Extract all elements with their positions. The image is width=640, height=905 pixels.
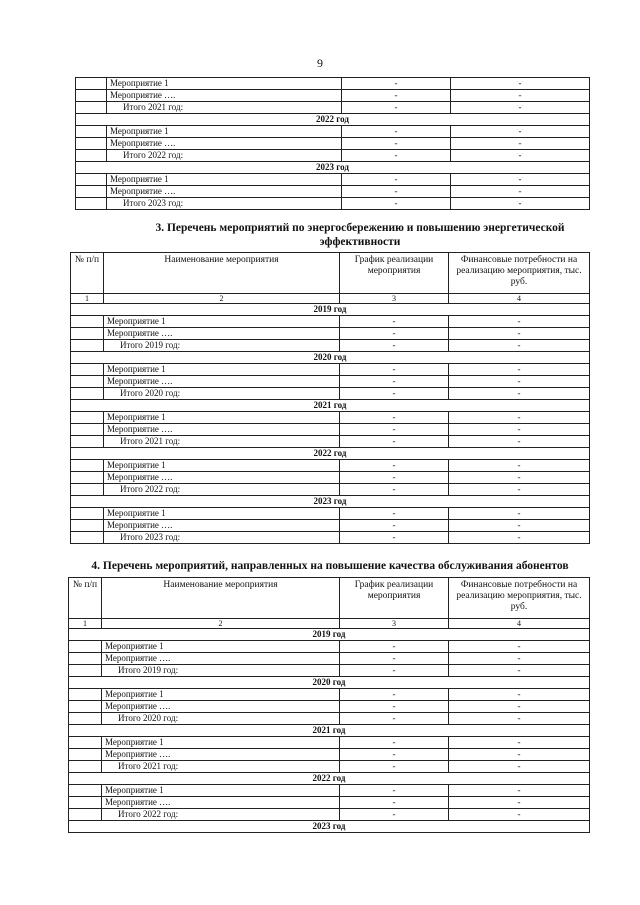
- table-row: [71, 520, 590, 532]
- finance-value: -: [449, 364, 590, 376]
- table-row: [69, 797, 590, 809]
- row-number: [69, 641, 102, 653]
- column-number: 1: [71, 294, 104, 304]
- column-number-row: [71, 294, 590, 304]
- row-number: [76, 150, 107, 162]
- finance-value: -: [449, 328, 590, 340]
- row-number: [69, 797, 102, 809]
- finance-value: -: [449, 484, 590, 496]
- row-number: [69, 809, 102, 821]
- total-row: [71, 484, 590, 496]
- total-label: Итого 2023 год:: [107, 198, 342, 210]
- year-row: [76, 114, 590, 126]
- total-label: Итого 2021 год:: [102, 761, 340, 773]
- table-row: [71, 364, 590, 376]
- table-continued: [75, 77, 590, 210]
- schedule-value: -: [342, 198, 451, 210]
- schedule-value: -: [342, 138, 451, 150]
- finance-value: -: [449, 701, 590, 713]
- section-4-title: 4. Перечень мероприятий, направленных на повышение качества обслуживания абонентов: [91, 560, 569, 572]
- schedule-value: -: [340, 701, 449, 713]
- finance-value: -: [449, 653, 590, 665]
- year-row: [69, 629, 590, 641]
- year-label: 2023 год: [69, 821, 590, 833]
- row-number: [71, 340, 104, 352]
- page-number: 9: [317, 56, 323, 70]
- year-label: 2023 год: [71, 496, 590, 508]
- year-label: 2021 год: [69, 725, 590, 737]
- year-label: 2023 год: [76, 162, 590, 174]
- total-row: [71, 388, 590, 400]
- row-number: [71, 388, 104, 400]
- column-number: 2: [102, 619, 340, 629]
- year-row: [71, 496, 590, 508]
- schedule-value: -: [340, 653, 449, 665]
- finance-value: -: [449, 508, 590, 520]
- measure-name: Мероприятие ….: [102, 653, 340, 665]
- measure-name: Мероприятие ….: [107, 186, 342, 198]
- table-service-quality-body: [69, 629, 590, 833]
- table-row: [71, 376, 590, 388]
- total-row: [71, 340, 590, 352]
- measure-name: Мероприятие ….: [104, 376, 340, 388]
- total-row: [71, 532, 590, 544]
- row-number: [71, 376, 104, 388]
- year-label: 2020 год: [69, 677, 590, 689]
- year-row: [71, 400, 590, 412]
- total-label: Итого 2022 год:: [102, 809, 340, 821]
- row-number: [76, 138, 107, 150]
- finance-value: -: [451, 78, 590, 90]
- row-number: [71, 316, 104, 328]
- year-label: 2022 год: [76, 114, 590, 126]
- schedule-value: -: [340, 436, 449, 448]
- year-row: [69, 725, 590, 737]
- year-label: 2019 год: [69, 629, 590, 641]
- measure-name: Мероприятие ….: [104, 472, 340, 484]
- table-row: [71, 328, 590, 340]
- measure-name: Мероприятие 1: [107, 126, 342, 138]
- total-row: [76, 198, 590, 210]
- finance-value: -: [451, 90, 590, 102]
- finance-value: -: [451, 174, 590, 186]
- table-energy-saving-body: [71, 304, 590, 544]
- table-row: [69, 785, 590, 797]
- measure-name: Мероприятие ….: [102, 797, 340, 809]
- measure-name: Мероприятие ….: [104, 424, 340, 436]
- total-row: [76, 102, 590, 114]
- row-number: [71, 484, 104, 496]
- schedule-value: -: [340, 328, 449, 340]
- column-number-row: [69, 619, 590, 629]
- row-number: [69, 689, 102, 701]
- measure-name: Мероприятие 1: [104, 508, 340, 520]
- total-label: Итого 2019 год:: [104, 340, 340, 352]
- table-continued-body: [76, 78, 590, 210]
- measure-name: Мероприятие 1: [107, 78, 342, 90]
- year-row: [71, 352, 590, 364]
- schedule-value: -: [340, 689, 449, 701]
- finance-value: -: [449, 472, 590, 484]
- schedule-value: -: [340, 460, 449, 472]
- header-number: № п/п: [71, 253, 104, 294]
- row-number: [69, 701, 102, 713]
- table-row: [71, 472, 590, 484]
- finance-value: -: [449, 797, 590, 809]
- schedule-value: -: [342, 90, 451, 102]
- year-label: 2019 год: [71, 304, 590, 316]
- header-schedule: График реализации мероприятия: [340, 253, 449, 294]
- finance-value: -: [449, 785, 590, 797]
- section-3-title: 3. Перечень мероприятий по энергосбережению и повышению энергетической эффективности: [155, 222, 565, 248]
- row-number: [71, 532, 104, 544]
- total-label: Итого 2019 год:: [102, 665, 340, 677]
- measure-name: Мероприятие ….: [107, 138, 342, 150]
- row-number: [71, 472, 104, 484]
- year-label: 2021 год: [71, 400, 590, 412]
- schedule-value: -: [340, 484, 449, 496]
- measure-name: Мероприятие 1: [104, 412, 340, 424]
- finance-value: -: [451, 186, 590, 198]
- schedule-value: -: [342, 126, 451, 138]
- row-number: [69, 665, 102, 677]
- total-row: [69, 665, 590, 677]
- finance-value: -: [449, 388, 590, 400]
- column-number: 1: [69, 619, 102, 629]
- row-number: [76, 186, 107, 198]
- table-row: [69, 689, 590, 701]
- total-label: Итого 2023 год:: [104, 532, 340, 544]
- total-row: [76, 150, 590, 162]
- schedule-value: -: [340, 665, 449, 677]
- schedule-value: -: [340, 424, 449, 436]
- column-number: 2: [104, 294, 340, 304]
- total-label: Итого 2021 год:: [104, 436, 340, 448]
- table-row: [76, 174, 590, 186]
- schedule-value: -: [340, 641, 449, 653]
- table-row: [71, 424, 590, 436]
- row-number: [71, 520, 104, 532]
- total-row: [69, 761, 590, 773]
- row-number: [76, 198, 107, 210]
- schedule-value: -: [340, 737, 449, 749]
- header-schedule: График реализации мероприятия: [340, 578, 449, 619]
- row-number: [69, 713, 102, 725]
- year-row: [69, 677, 590, 689]
- row-number: [71, 436, 104, 448]
- year-row: [69, 773, 590, 785]
- table-row: [76, 126, 590, 138]
- schedule-value: -: [340, 797, 449, 809]
- column-number: 4: [449, 294, 590, 304]
- schedule-value: -: [340, 340, 449, 352]
- total-row: [71, 436, 590, 448]
- table-service-quality: [68, 577, 590, 833]
- finance-value: -: [449, 424, 590, 436]
- finance-value: -: [449, 737, 590, 749]
- year-row: [76, 162, 590, 174]
- measure-name: Мероприятие 1: [102, 689, 340, 701]
- finance-value: -: [449, 436, 590, 448]
- table-row: [76, 90, 590, 102]
- column-number: 4: [449, 619, 590, 629]
- table-row: [69, 653, 590, 665]
- schedule-value: -: [340, 785, 449, 797]
- finance-value: -: [449, 713, 590, 725]
- finance-value: -: [451, 198, 590, 210]
- row-number: [69, 737, 102, 749]
- finance-value: -: [449, 641, 590, 653]
- schedule-value: -: [340, 364, 449, 376]
- header-name: Наименование мероприятия: [104, 253, 340, 294]
- finance-value: -: [449, 761, 590, 773]
- finance-value: -: [449, 316, 590, 328]
- finance-value: -: [449, 749, 590, 761]
- finance-value: -: [449, 689, 590, 701]
- schedule-value: -: [342, 78, 451, 90]
- finance-value: -: [451, 126, 590, 138]
- table-row: [71, 412, 590, 424]
- measure-name: Мероприятие ….: [104, 328, 340, 340]
- year-label: 2020 год: [71, 352, 590, 364]
- measure-name: Мероприятие ….: [107, 90, 342, 102]
- finance-value: -: [449, 340, 590, 352]
- schedule-value: -: [340, 376, 449, 388]
- table-row: [71, 316, 590, 328]
- finance-value: -: [449, 520, 590, 532]
- row-number: [76, 90, 107, 102]
- finance-value: -: [449, 809, 590, 821]
- schedule-value: -: [342, 186, 451, 198]
- table-row: [76, 78, 590, 90]
- row-number: [71, 424, 104, 436]
- total-row: [69, 713, 590, 725]
- table-row: [71, 460, 590, 472]
- measure-name: Мероприятие 1: [102, 785, 340, 797]
- schedule-value: -: [340, 508, 449, 520]
- year-row: [69, 821, 590, 833]
- measure-name: Мероприятие 1: [104, 316, 340, 328]
- row-number: [69, 785, 102, 797]
- measure-name: Мероприятие ….: [102, 701, 340, 713]
- row-number: [76, 126, 107, 138]
- measure-name: Мероприятие ….: [102, 749, 340, 761]
- table-row: [69, 641, 590, 653]
- measure-name: Мероприятие 1: [104, 364, 340, 376]
- schedule-value: -: [340, 749, 449, 761]
- table-header-row: [69, 578, 590, 619]
- year-label: 2022 год: [69, 773, 590, 785]
- total-label: Итого 2020 год:: [104, 388, 340, 400]
- row-number: [71, 508, 104, 520]
- table-row: [76, 138, 590, 150]
- measure-name: Мероприятие 1: [102, 641, 340, 653]
- row-number: [71, 412, 104, 424]
- header-finance: Финансовые потребности на реализацию мероприятия, тыс. руб.: [449, 578, 590, 619]
- header-name: Наименование мероприятия: [102, 578, 340, 619]
- table-row: [69, 749, 590, 761]
- row-number: [71, 328, 104, 340]
- table-energy-saving: [70, 252, 590, 544]
- table-row: [71, 508, 590, 520]
- schedule-value: -: [340, 316, 449, 328]
- schedule-value: -: [340, 388, 449, 400]
- table-header-row: [71, 253, 590, 294]
- row-number: [69, 749, 102, 761]
- column-number: 3: [340, 294, 449, 304]
- year-row: [71, 304, 590, 316]
- schedule-value: -: [340, 713, 449, 725]
- finance-value: -: [451, 150, 590, 162]
- measure-name: Мероприятие ….: [104, 520, 340, 532]
- schedule-value: -: [342, 174, 451, 186]
- schedule-value: -: [342, 102, 451, 114]
- row-number: [76, 174, 107, 186]
- schedule-value: -: [340, 761, 449, 773]
- finance-value: -: [451, 138, 590, 150]
- measure-name: Мероприятие 1: [107, 174, 342, 186]
- total-label: Итого 2020 год:: [102, 713, 340, 725]
- total-label: Итого 2022 год:: [107, 150, 342, 162]
- schedule-value: -: [340, 472, 449, 484]
- finance-value: -: [449, 376, 590, 388]
- row-number: [69, 653, 102, 665]
- total-label: Итого 2022 год:: [104, 484, 340, 496]
- total-row: [69, 809, 590, 821]
- schedule-value: -: [340, 520, 449, 532]
- row-number: [71, 364, 104, 376]
- finance-value: -: [449, 460, 590, 472]
- finance-value: -: [449, 412, 590, 424]
- year-row: [71, 448, 590, 460]
- total-label: Итого 2021 год:: [107, 102, 342, 114]
- row-number: [76, 102, 107, 114]
- finance-value: -: [451, 102, 590, 114]
- schedule-value: -: [340, 809, 449, 821]
- finance-value: -: [449, 665, 590, 677]
- row-number: [69, 761, 102, 773]
- header-finance: Финансовые потребности на реализацию мероприятия, тыс. руб.: [449, 253, 590, 294]
- year-label: 2022 год: [71, 448, 590, 460]
- schedule-value: -: [340, 532, 449, 544]
- table-row: [69, 701, 590, 713]
- table-row: [76, 186, 590, 198]
- measure-name: Мероприятие 1: [104, 460, 340, 472]
- column-number: 3: [340, 619, 449, 629]
- schedule-value: -: [340, 412, 449, 424]
- row-number: [71, 460, 104, 472]
- table-row: [69, 737, 590, 749]
- measure-name: Мероприятие 1: [102, 737, 340, 749]
- finance-value: -: [449, 532, 590, 544]
- schedule-value: -: [342, 150, 451, 162]
- header-number: № п/п: [69, 578, 102, 619]
- row-number: [76, 78, 107, 90]
